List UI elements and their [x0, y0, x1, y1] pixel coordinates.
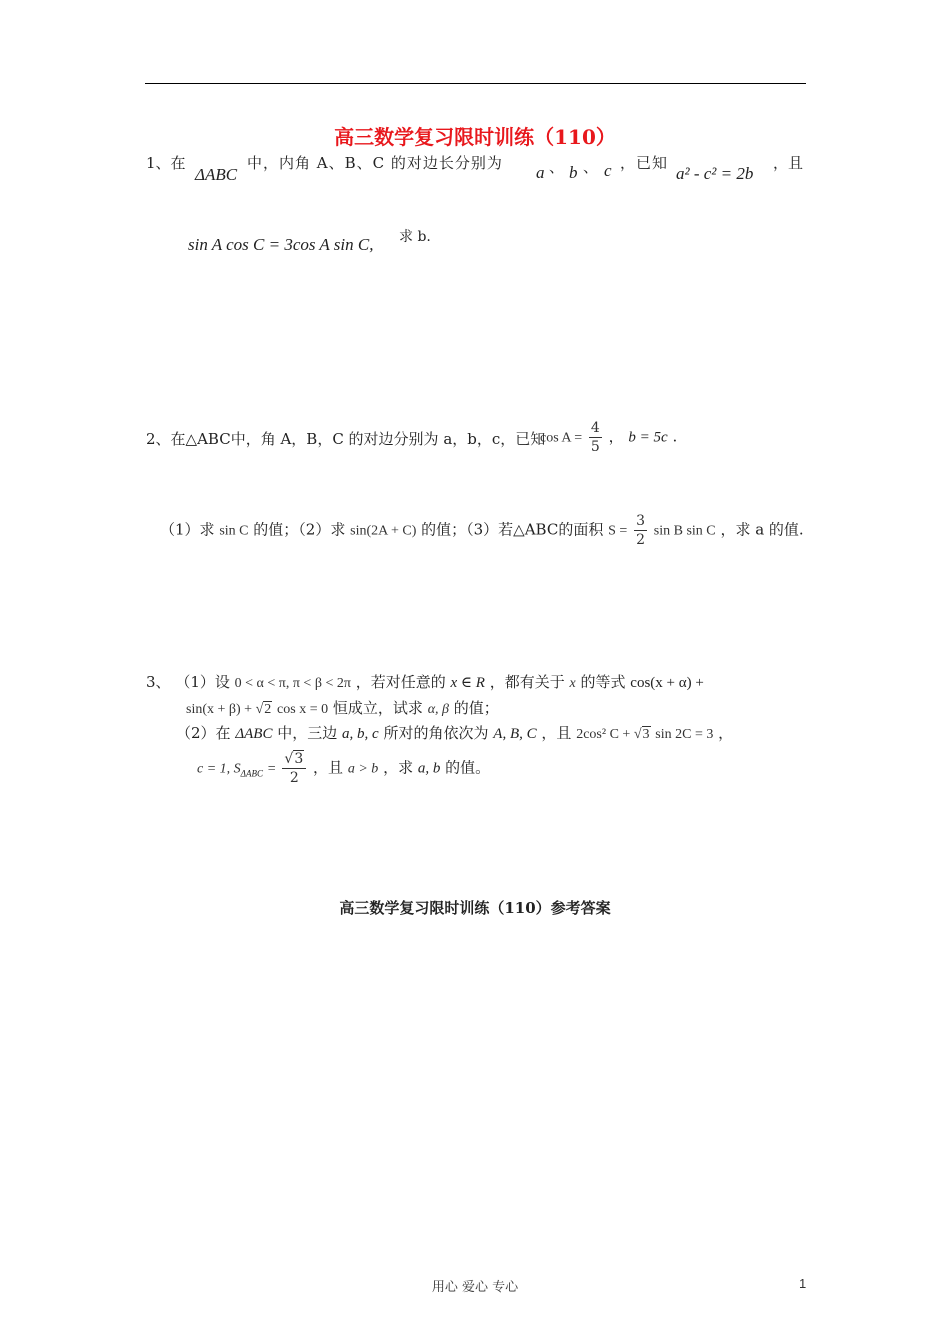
q1-ask: 求 b.: [399, 229, 431, 245]
q2-sin-2a-c: sin(2A + C): [350, 523, 417, 539]
q1-var-a: a: [536, 163, 545, 182]
q3-text-1: ，若对任意的: [355, 673, 446, 691]
page-footer: 用心 爱心 专心: [431, 1280, 519, 1295]
q3-text-11: ，求: [383, 758, 414, 777]
q3-alpha-beta: α, β: [427, 702, 450, 717]
q3-line-1: [146, 671, 704, 692]
q2-fraction: [589, 421, 602, 454]
q3-angles: A, B, C: [493, 726, 537, 742]
answer-section-title: 高三数学复习限时训练（110）参考答案: [339, 899, 611, 917]
page-title: 高三数学复习限时训练（110）: [334, 125, 616, 149]
q2-area-fraction-numerator: 3: [636, 513, 646, 529]
q2-part-1-text: （1）求: [160, 520, 215, 539]
q1-triangle: ΔABC: [195, 165, 238, 184]
q3-text-3: 的等式: [580, 673, 626, 691]
q3-text-12: 的值。: [445, 758, 491, 777]
q3-area-fraction-denominator: 2: [289, 770, 299, 786]
page-number: 1: [799, 1276, 807, 1291]
q2-fraction-numerator: 4: [590, 420, 600, 436]
q2-lead: 2、在△ABC中，角 A，B，C 的对边分别为 a，b，c，已知: [146, 430, 546, 448]
q2-given: [540, 421, 677, 454]
q3-text-4: 恒成立，试求: [332, 699, 423, 717]
q1-sep-2: 、: [583, 158, 599, 176]
q2-comma: ，: [608, 427, 624, 446]
q3-x: x: [569, 676, 576, 691]
q3-sqrt-3: √3: [633, 727, 650, 742]
q3-area-fraction-numerator: √3: [282, 752, 306, 769]
q3-equation-a: 2cos² C +: [576, 727, 634, 742]
q3-inequality: 0 < α < π, π < β < 2π: [234, 676, 351, 691]
q2-parts: [160, 514, 804, 547]
q2-part-3-text: 的值；（3）若△ABC的面积: [421, 520, 604, 539]
q2-period: .: [672, 427, 678, 446]
q2-equation: b = 5c: [628, 429, 668, 446]
q1-text-1: 中，内角 A、B、C 的对边长分别为: [247, 154, 503, 172]
q3-sqrt-2: √2: [255, 702, 272, 717]
q1-sep-1: 、: [549, 158, 565, 176]
q2-cos-a: cos A =: [540, 430, 583, 446]
q3-triangle: ΔABC: [235, 726, 273, 742]
q2-area-s: S =: [608, 523, 628, 539]
q2-fraction-denominator: 5: [590, 439, 600, 455]
q3-text-10: ，且: [313, 758, 344, 777]
q3-equation-b: sin 2C = 3: [655, 727, 714, 742]
q3-cos-x: cos x = 0: [277, 702, 329, 717]
q2-part-4-text: ，求 a 的值.: [720, 520, 804, 539]
q1-number: 1、在: [146, 154, 186, 172]
q3-line-3: [176, 722, 733, 743]
q3-line-4: [197, 752, 490, 785]
question-1-line-1: [146, 152, 186, 173]
q1-text-2: ，已知: [620, 154, 669, 172]
q3-a-b: a, b: [417, 760, 441, 777]
q2-area-fraction: [634, 514, 647, 547]
q3-text-8: ，且: [541, 724, 572, 742]
q3-c-equals-1: c = 1, S: [197, 761, 241, 777]
q3-part-1-lead: （1）设: [175, 673, 230, 691]
q3-sin-term: sin(x + β) +: [186, 702, 256, 717]
header-rule: [145, 83, 806, 84]
q3-a-gt-b: a > b: [347, 761, 379, 777]
q3-text-9: ，: [718, 724, 734, 742]
q3-equals: =: [267, 761, 276, 777]
q3-part-2-lead: （2）在: [176, 724, 231, 742]
q1-equation-1: a² - c² = 2b: [676, 164, 754, 183]
q2-sin-b-sin-c: sin B sin C: [653, 523, 716, 539]
q3-cos-term: cos(x + α) +: [630, 675, 704, 691]
q3-s-subscript: ΔABC: [240, 768, 263, 779]
q3-number: 3、: [146, 673, 171, 691]
q3-sides: a, b, c: [342, 726, 379, 742]
q1-var-b: b: [569, 163, 578, 182]
q1-equation-2: sin A cos C = 3cos A sin C,: [188, 235, 374, 254]
q3-text-2: ，都有关于: [489, 673, 565, 691]
q2-part-2-text: 的值；（2）求: [253, 520, 346, 539]
q3-x-in-r: x ∈ R: [450, 675, 485, 691]
q3-area-fraction: [282, 752, 306, 785]
q1-text-3: ，且: [773, 154, 804, 172]
q3-text-6: 中，三边: [277, 724, 338, 742]
q3-text-7: 所对的角依次为: [383, 724, 489, 742]
q3-line-2: [186, 697, 499, 718]
q3-text-5: 的值；: [453, 699, 499, 717]
q1-var-c: c: [604, 161, 612, 180]
q2-sin-c: sin C: [219, 523, 249, 539]
q2-area-fraction-denominator: 2: [636, 532, 646, 548]
